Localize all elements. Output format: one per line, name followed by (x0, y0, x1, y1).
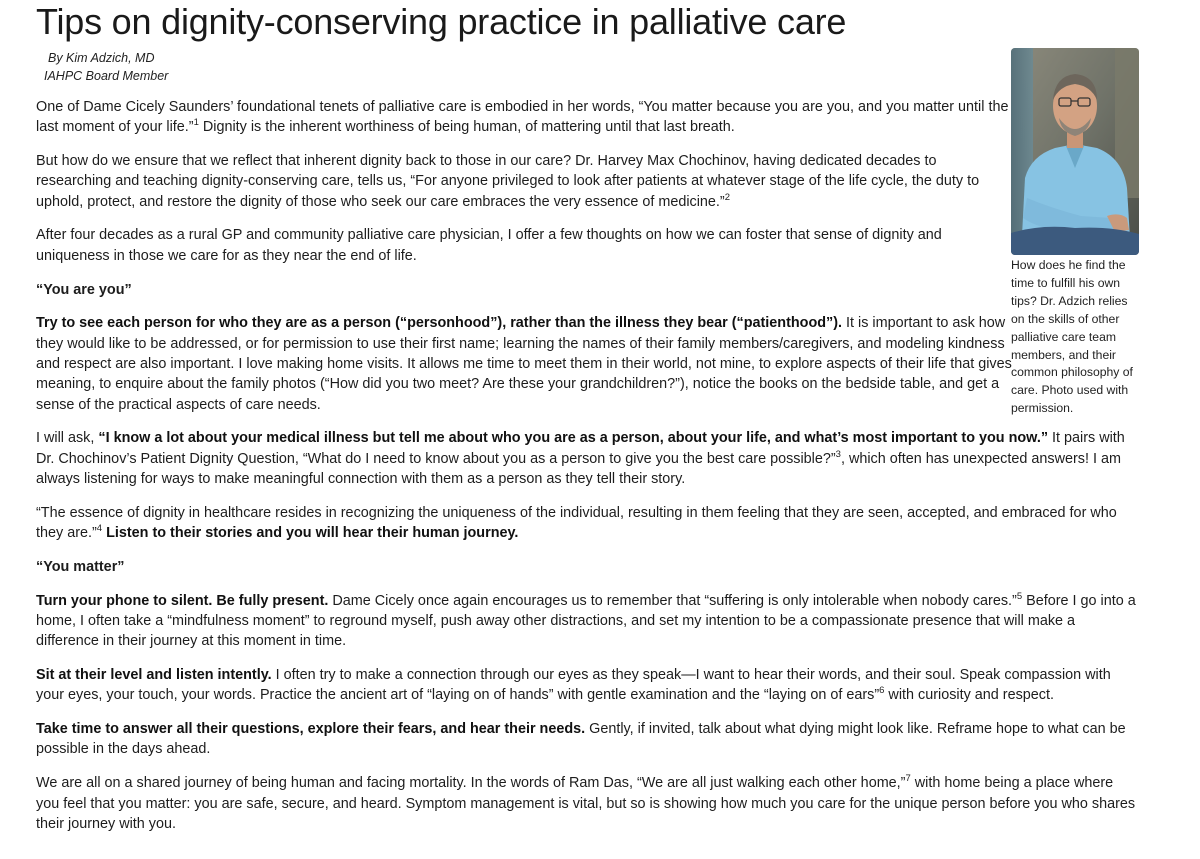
article-title: Tips on dignity-conserving practice in palliative care (36, 1, 847, 42)
text-run: We are all on a shared journey of being human and facing mortality. In the words of Ram Das, “We are all just walking each other home,” (36, 775, 906, 792)
section-heading (36, 557, 1012, 577)
body-paragraph (36, 719, 1140, 760)
body-paragraph (36, 151, 1012, 212)
text-run: It is important to ask how they would like to be addressed, or for permission to use their first name; learning the names of their family members/caregivers, and modeling kindness and respect are also important. I love making home visits. It allows me time to meet them in their world, not mine, to explore aspects of their life that gives meaning, to enquire about the family photos (“How did you two meet? Are these your grandchildren?”), notice the books on the bedside table, and get a sense of the practical aspects of care needs. (36, 315, 1012, 413)
text-run: After four decades as a rural GP and community palliative care physician, I offer a few thoughts on how we can foster that sense of dignity and uniqueness in those we care for as they near the end of life. (36, 227, 942, 264)
text-run: Gently, if invited, talk about what dying might look like. Reframe hope to what can be possible in the days ahead. (36, 721, 1126, 758)
body-paragraph (36, 503, 1140, 544)
body-paragraph (36, 773, 1140, 834)
text-run: One of Dame Cicely Saunders’ foundational tenets of palliative care is embodied in her words, “You matter because you are you, and you matter until the last moment of your life.” (36, 99, 1009, 136)
byline (36, 49, 168, 85)
text-run: I often try to make a connection through our eyes as they speak—I want to hear their words, and their soul. Speak compassion with your eyes, your touch, your words. Practice the ancient art of “laying on of hands” with gentle examination and the “laying on of ears” (36, 667, 1111, 704)
author-role: IAHPC Board Member (44, 69, 169, 83)
text-run: “The essence of dignity in healthcare resides in recognizing the uniqueness of the individual, resulting in them feeling that they are seen, accepted, and embraced for who they are.” (36, 504, 1117, 542)
body-paragraph (36, 428, 1140, 489)
bold-text: Turn your phone to silent. Be fully present. (36, 592, 329, 609)
text-run: Before I go into a home, I often take a “mindfulness moment” to reground myself, push away other distractions, and set my intention to be a compassionate presence that will make a difference in their journey at this moment in time. (36, 592, 1136, 650)
footnote-ref: 3 (835, 448, 841, 460)
section-heading (36, 280, 1012, 300)
text-run: I will ask, (36, 430, 99, 447)
text-run: “You matter” (36, 558, 125, 575)
body-paragraph (36, 97, 1012, 138)
footnote-ref: 6 (879, 685, 885, 697)
body-paragraph (36, 591, 1140, 652)
author-photo (1011, 48, 1139, 255)
footnote-ref: 2 (724, 191, 731, 203)
bold-text: Try to see each person for who they are as a person (“personhood”), rather than the illness they bear (“patienthood”). (36, 315, 843, 332)
body-paragraph (36, 225, 1012, 266)
body-paragraph (36, 313, 1012, 414)
text-run: Dignity is the inherent worthiness of being human, of mattering until that last breath. (198, 119, 735, 136)
text-run: with curiosity and respect. (884, 687, 1054, 704)
footnote-ref: 4 (96, 523, 103, 535)
author-figure (1011, 48, 1139, 418)
text-run: Dame Cicely once again encourages us to remember that “suffering is only intolerable when nobody cares.” (328, 592, 1017, 609)
bold-text: Sit at their level and listen intently. (36, 667, 272, 684)
footnote-ref: 7 (905, 773, 911, 785)
bold-text: Take time to answer all their questions, explore their fears, and hear their needs. (36, 721, 586, 738)
text-run: It pairs with Dr. Chochinov’s Patient Dignity Question, “What do I need to know about you as a person to give you the best care possible?” (36, 430, 1125, 467)
text-run: “You are you” (36, 281, 132, 298)
body-paragraph (36, 665, 1140, 706)
footnote-ref: 5 (1016, 590, 1023, 602)
text-run: But how do we ensure that we reflect that inherent dignity back to those in our care? Dr. Harvey Max Chochinov, having dedicated decades to researching and teaching dignity-conserving care, tells us, “For anyone privileged to look after patients at whatever stage of the life cycle, the duty to uphold, protect, and restore the dignity of those who seek our care embraces the very essence of medicine.” (36, 153, 980, 210)
bold-text: “I know a lot about your medical illness but tell me about who you are as a person, about your life, and what’s most important to you now.” (98, 430, 1049, 447)
bold-text: Listen to their stories and you will hear their human journey. (102, 525, 519, 542)
text-run: with home being a place where you feel that you matter: you are safe, secure, and heard. Symptom management is vital, but so is showing how much you care for the unique person before you who shares their journey with you. (36, 775, 1136, 832)
photo-caption: How does he find the time to fulfill his own tips? Dr. Adzich relies on the skills of other palliative care team members, and their common philosophy of care. Photo used with permission. (1011, 258, 1133, 416)
footnote-ref: 1 (193, 117, 199, 129)
author-name: By Kim Adzich, MD (48, 51, 155, 65)
text-run: , which often has unexpected answers! I am always listening for ways to make meaningful connection with them as a person as they tell their story. (36, 450, 1121, 487)
